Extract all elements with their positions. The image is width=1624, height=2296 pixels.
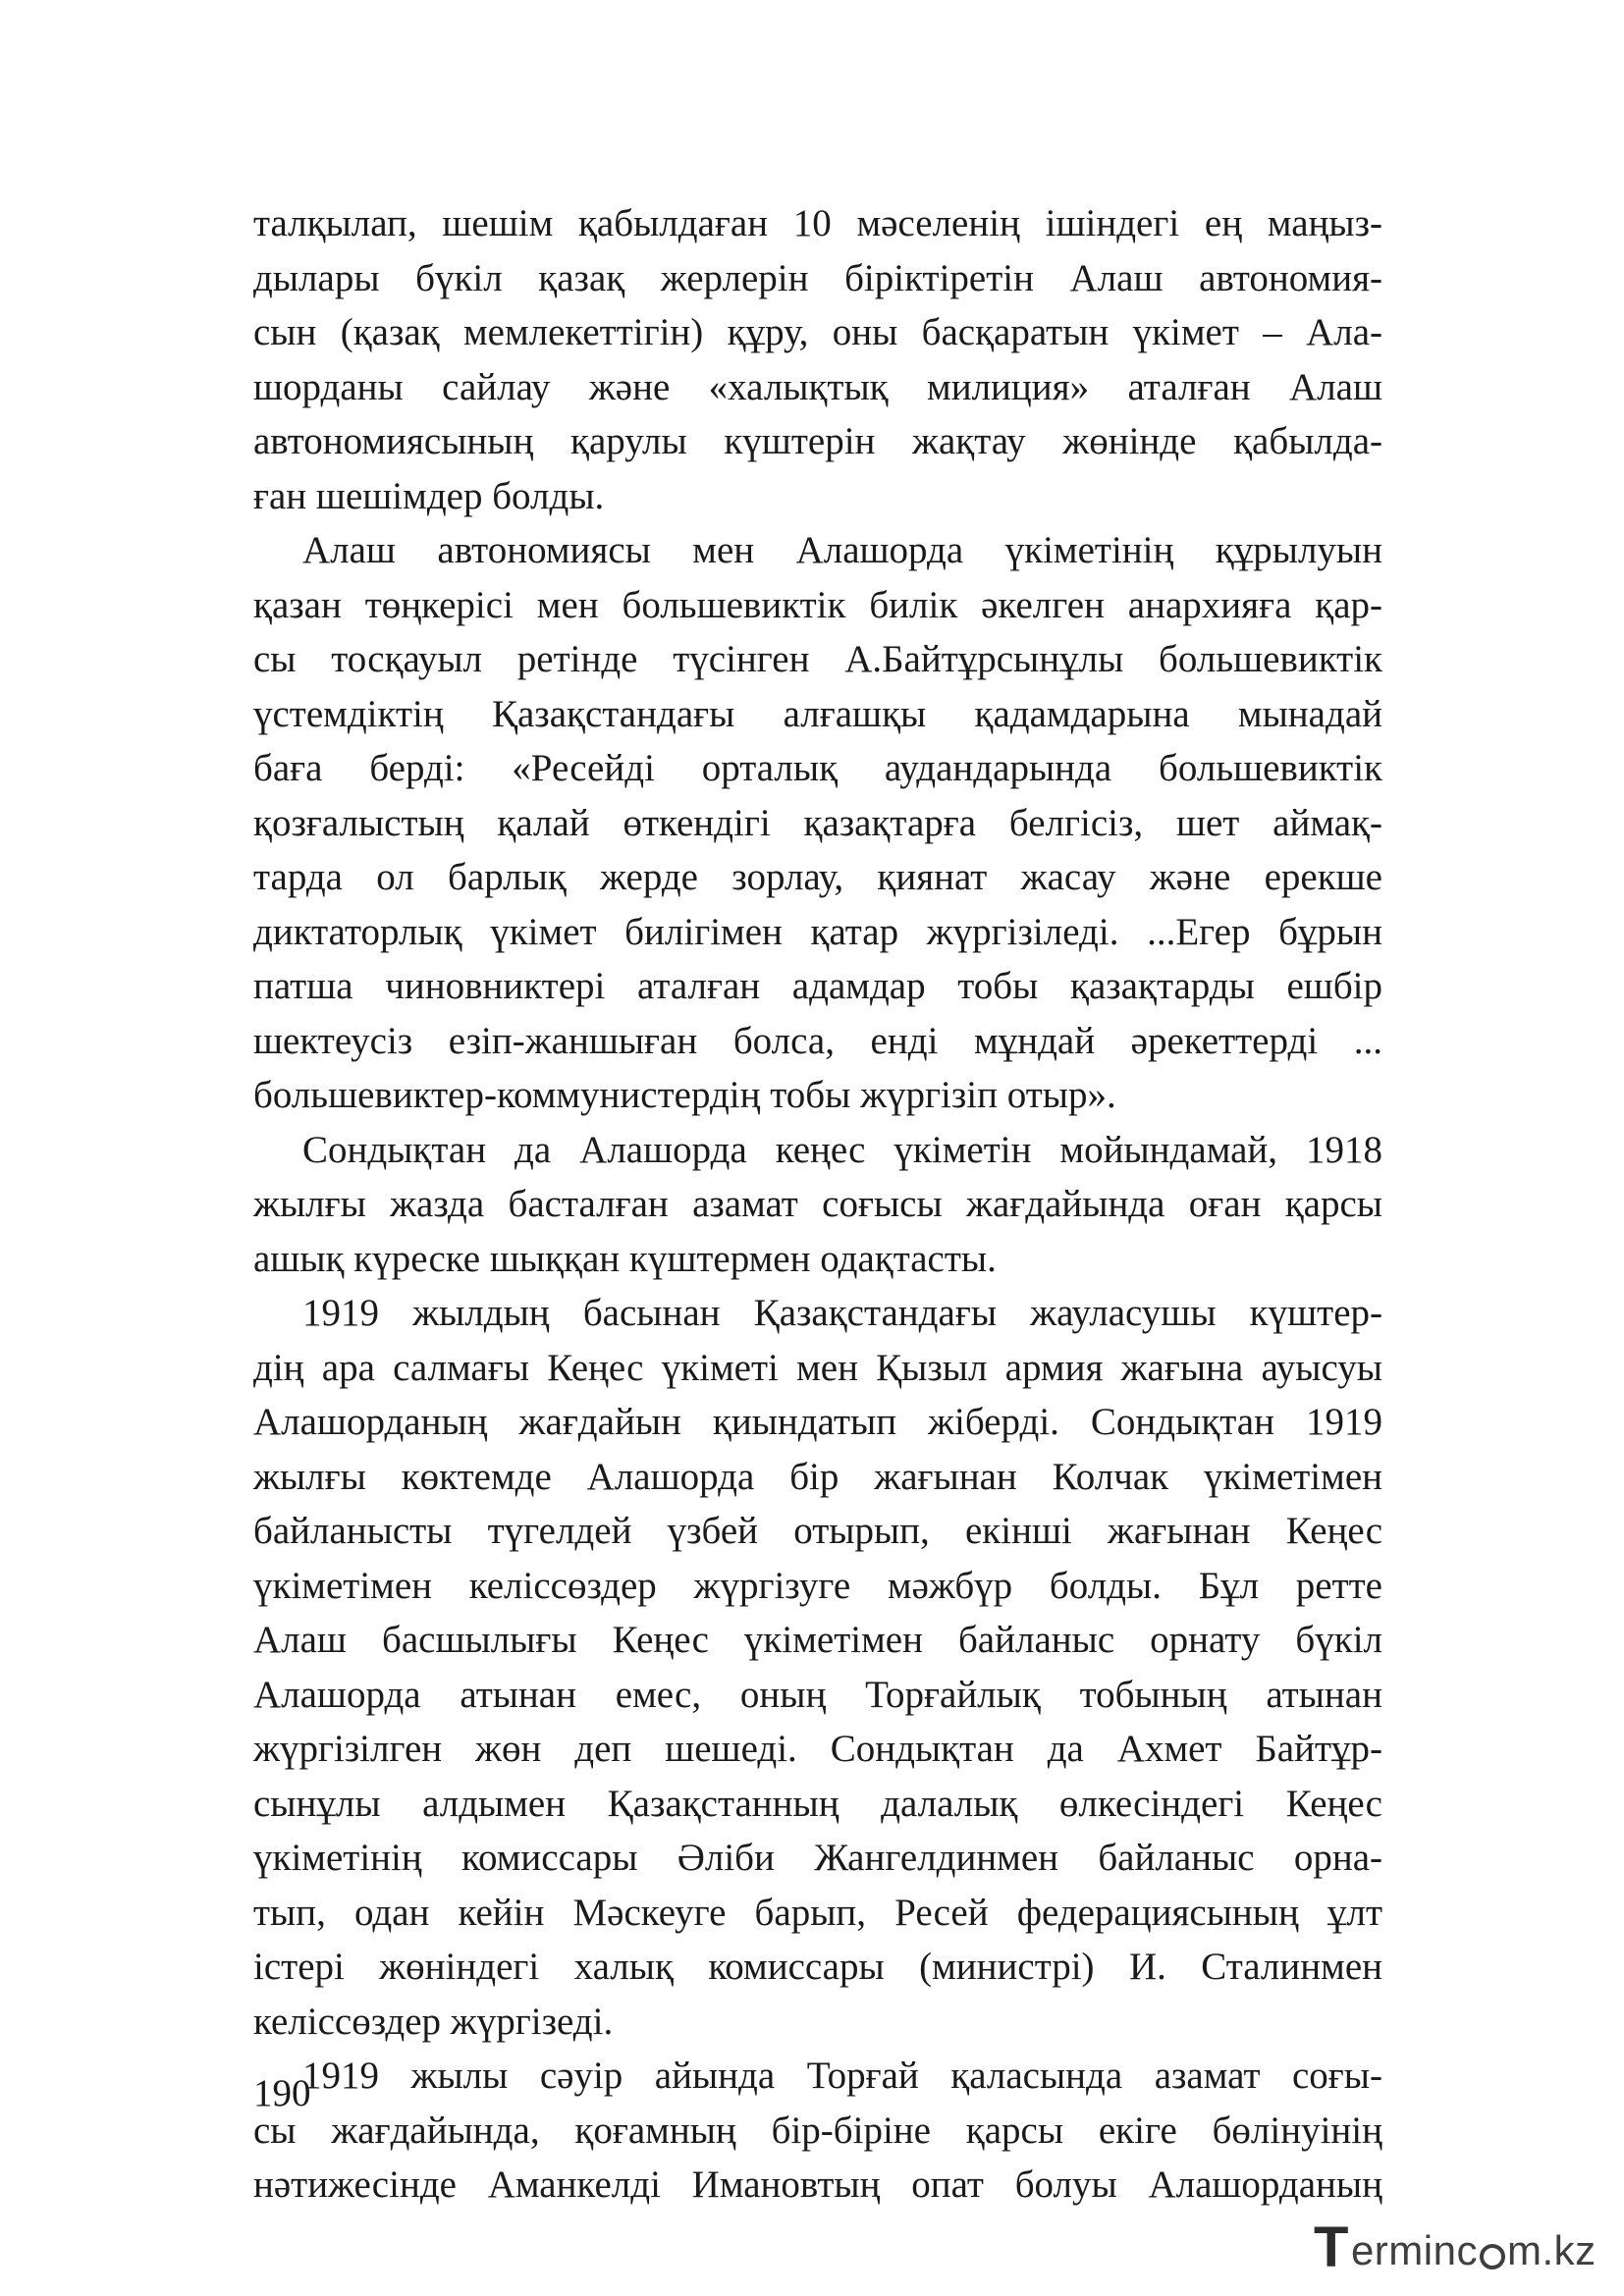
watermark-o-mark: [1480, 2244, 1505, 2269]
termincom-watermark-logo: [1314, 2216, 1597, 2279]
text-line: шектеусіз езіп-жаншыған болса, енді мұндай әрекеттерді ...: [253, 1019, 1382, 1062]
paragraph-first-line: Алаш автономиясы мен Алашорда үкіметінің құрылуын: [302, 529, 1382, 571]
text-line: тып, одан кейін Мәскеуге барып, Ресей федерациясының ұлт: [253, 1891, 1382, 1934]
text-line: ашық күреске шыққан күштермен одақтасты.: [253, 1237, 997, 1280]
text-line: сы жағдайында, қоғамның бір-біріне қарсы екіге бөлінуінің: [253, 2109, 1382, 2152]
watermark-first-letter: T: [1314, 2216, 1349, 2279]
text-line: үкіметімен келіссөздер жүргізуге мәжбүр болды. Бұл ретте: [253, 1564, 1382, 1607]
text-line: қазан төңкерісі мен большевиктік билік әкелген анархияға қар-: [253, 583, 1382, 626]
watermark-text-part1: erminc: [1350, 2227, 1478, 2273]
text-line: ған шешімдер болды.: [253, 474, 605, 517]
text-line: Алашорданың жағдайын қиындатып жіберді. Сондықтан 1919: [253, 1401, 1382, 1443]
text-line: жүргізілген жөн деп шешеді. Сондықтан да Ахмет Байтұр-: [253, 1728, 1382, 1770]
text-line: сы тосқауыл ретінде түсінген А.Байтұрсынұлы большевиктік: [253, 638, 1382, 680]
watermark-text-part2: m.kz: [1506, 2227, 1597, 2273]
text-line: Алаш басшылығы Кеңес үкіметімен байланыс орнату бүкіл: [253, 1619, 1382, 1661]
text-line: дің ара салмағы Кеңес үкіметі мен Қызыл армия жағына ауысуы: [253, 1346, 1382, 1389]
body-text: [253, 196, 1382, 2213]
paragraph-first-line: Сондықтан да Алашорда кеңес үкіметін мойындамай, 1918: [302, 1128, 1382, 1171]
text-line: дылары бүкіл қазақ жерлерін біріктіретін Алаш автономия-: [253, 256, 1382, 299]
text-line: жылғы көктемде Алашорда бір жағынан Колчак үкіметімен: [253, 1455, 1382, 1498]
text-line: нәтижесінде Аманкелді Имановтың опат болуы Алашорданың: [253, 2163, 1382, 2206]
paragraph-first-line: 1919 жылы сәуір айында Торғай қаласында азамат соғы-: [302, 2055, 1382, 2097]
text-line: диктаторлық үкімет билігімен қатар жүргізіледі. ...Егер бұрын: [253, 910, 1382, 953]
paragraph-first-line: 1919 жылдың басынан Қазақстандағы жауласушы күштер-: [302, 1292, 1382, 1334]
text-line: автономиясының қарулы күштерін жақтау жөнінде қабылда-: [253, 420, 1382, 462]
text-line: сын (қазақ мемлекеттігін) құру, оны басқаратын үкімет – Ала-: [253, 311, 1382, 353]
text-line: шорданы сайлау және «халықтық милиция» аталған Алаш: [253, 365, 1382, 408]
text-line: баға берді: «Ресейді орталық аудандарында большевиктік: [253, 747, 1382, 789]
text-line: істері жөніндегі халық комиссары (министрі) И. Сталинмен: [253, 1946, 1382, 1988]
text-line: үстемдіктің Қазақстандағы алғашқы қадамдарына мынадай: [253, 692, 1382, 735]
text-line: патша чиновниктері аталған адамдар тобы қазақтарды ешбір: [253, 965, 1382, 1007]
text-line: үкіметінің комиссары Әліби Жангелдинмен байланыс орна-: [253, 1837, 1382, 1879]
page-number: 190: [253, 2072, 311, 2114]
text-line: большевиктер-коммунистердің тобы жүргізіп отыр».: [253, 1074, 1116, 1116]
text-line: қозғалыстың қалай өткендігі қазақтарға белгісіз, шет аймақ-: [253, 801, 1382, 844]
text-line: тарда ол барлық жерде зорлау, қиянат жасау және ерекше: [253, 856, 1382, 898]
text-line: байланысты түгелдей үзбей отырып, екінші жағынан Кеңес: [253, 1510, 1382, 1552]
text-line: талқылап, шешім қабылдаған 10 мәселенің ішіндегі ең маңыз-: [253, 202, 1382, 244]
text-line: сынұлы алдымен Қазақстанның далалық өлкесіндегі Кеңес: [253, 1782, 1382, 1825]
text-line: келіссөздер жүргізеді.: [253, 2000, 614, 2043]
text-line: Алашорда атынан емес, оның Торғайлық тобының атынан: [253, 1673, 1382, 1716]
text-line: жылғы жазда басталған азамат соғысы жағдайында оған қарсы: [253, 1183, 1382, 1225]
